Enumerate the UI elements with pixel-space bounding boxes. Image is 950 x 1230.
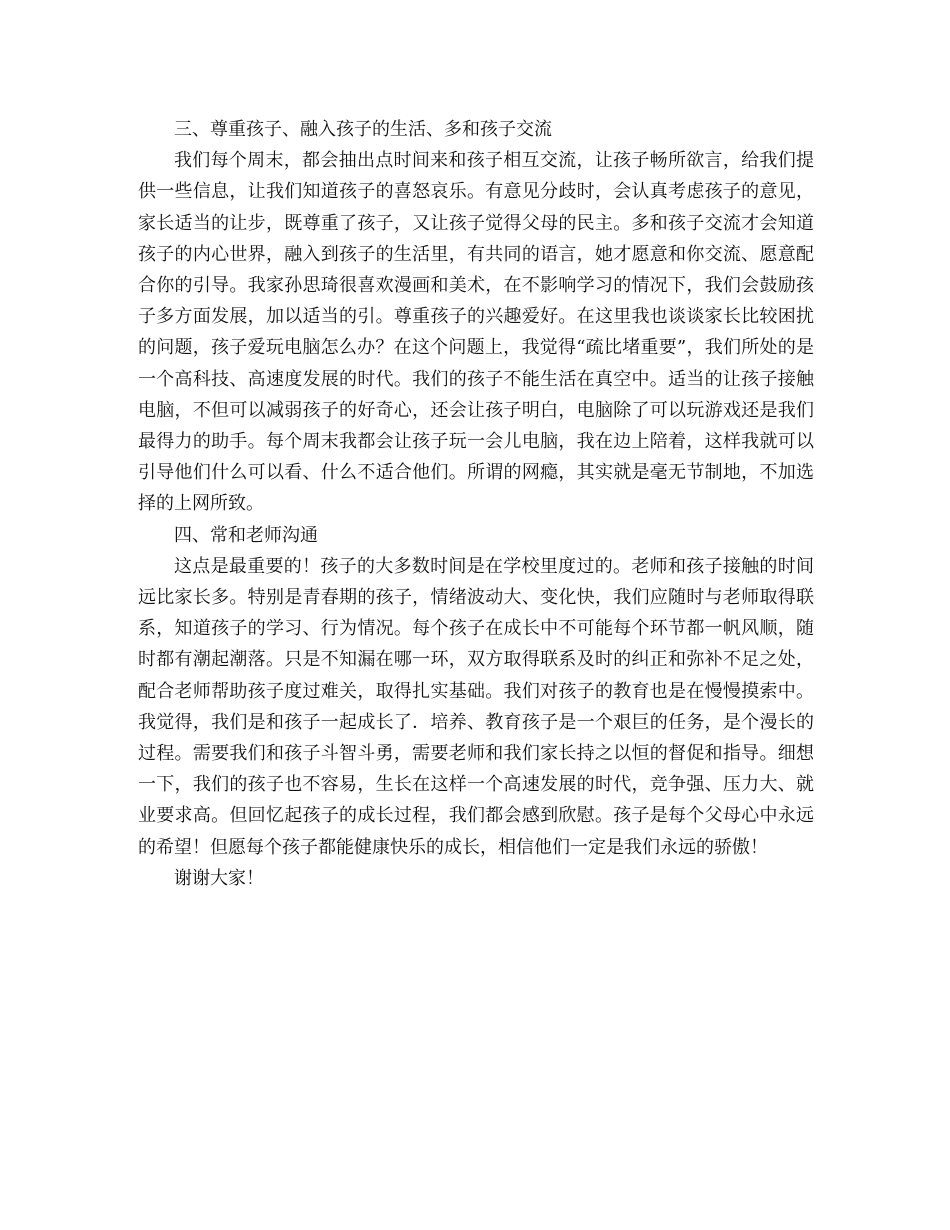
closing-line: 谢谢大家！: [174, 867, 264, 889]
section-3-paragraph: 我们每个周末，都会抽出点时间来和孩子相互交流，让孩子畅所欲言，给我们提供一些信息，让我们知道孩子的喜怒哀乐。有意见分歧时，会认真考虑孩子的意见，家长适当的让步，既尊重了孩子，又让孩子觉得父母的民主。多和孩子交流才会知道孩子的内心世界，融入到孩子的生活里，有共同的语言，她才愿意和你交流、愿意配合你的引导。我家孙思琦很喜欢漫画和美术，在不影响学习的情况下，我们会鼓励孩子多方面发展，加以适当的引。尊重孩子的兴趣爱好。在这里我也谈谈家长比较困扰的问题，孩子爱玩电脑怎么办？在这个问题上，我觉得“疏比堵重要”，我们所处的是一个高科技、高速度发展的时代。我们的孩子不能生活在真空中。适当的让孩子接触电脑，不但可以减弱孩子的好奇心，还会让孩子明白，电脑除了可以玩游戏还是我们最得力的助手。每个周末我都会让孩子玩一会儿电脑，我在边上陪着，这样我就可以引导他们什么可以看、什么不适合他们。所谓的网瘾，其实就是毫无节制地，不加选择的上网所致。: [138, 150, 814, 515]
document-body: [138, 114, 814, 894]
section-3-heading: 三、尊重孩子、融入孩子的生活、多和孩子交流: [174, 119, 552, 140]
section-4-heading: 四、常和老师沟通: [174, 524, 318, 546]
section-4-paragraph: 这点是最重要的！孩子的大多数时间是在学校里度过的。老师和孩子接触的时间远比家长多。特别是青春期的孩子，情绪波动大、变化快，我们应随时与老师取得联系，知道孩子的学习、行为情况。每个孩子在成长中不可能每个环节都一帆风顺，随时都有潮起潮落。只是不知漏在哪一环，双方取得联系及时的纠正和弥补不足之处，配合老师帮助孩子度过难关，取得扎实基础。我们对孩子的教育也是在慢慢摸索中。我觉得，我们是和孩子一起成长了．培养、教育孩子是一个艰巨的任务，是个漫长的过程。需要我们和孩子斗智斗勇，需要老师和我们家长持之以恒的督促和指导。细想一下，我们的孩子也不容易，生长在这样一个高速发展的时代，竞争强、压力大、就业要求高。但回忆起孩子的成长过程，我们都会感到欣慰。孩子是每个父母心中永远的希望！但愿每个孩子都能健康快乐的成长，相信他们一定是我们永远的骄傲！: [138, 555, 814, 858]
